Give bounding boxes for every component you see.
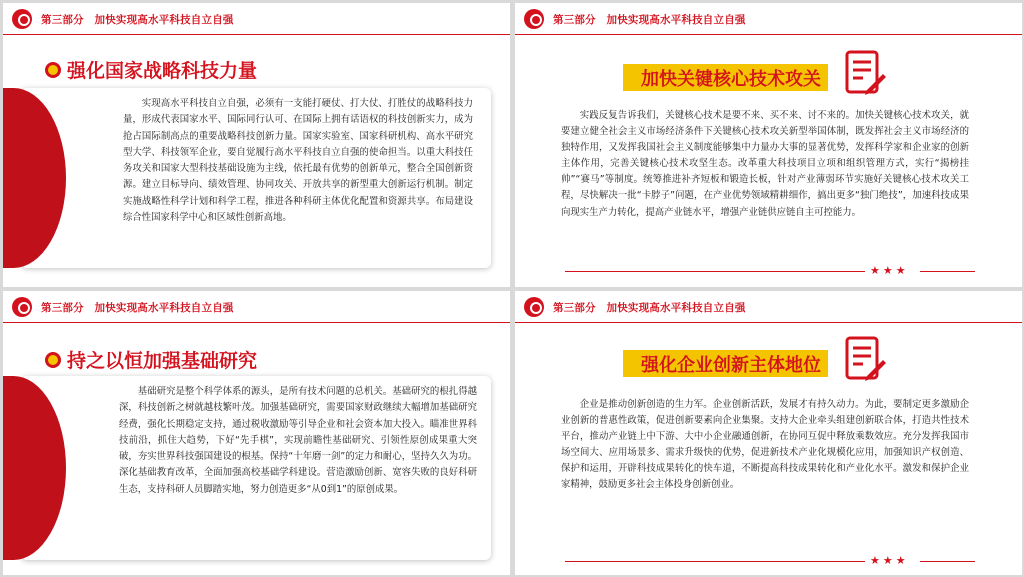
- slide-1[interactable]: [3, 3, 510, 287]
- divider-line: [565, 561, 865, 562]
- stars-divider: [565, 265, 975, 277]
- slide-3[interactable]: [3, 291, 510, 575]
- header-divider: [515, 322, 1022, 323]
- divider-line: [920, 561, 975, 562]
- slide-header: [515, 291, 1022, 323]
- header-divider: [3, 34, 510, 35]
- document-icon: [845, 336, 887, 384]
- section-label: 第三部分 加快实现高水平科技自立自强: [553, 302, 746, 314]
- slide-title: 持之以恒加强基础研究: [67, 350, 258, 372]
- content-card: [21, 376, 491, 560]
- section-label: 第三部分 加快实现高水平科技自立自强: [553, 14, 746, 26]
- section-icon: [524, 297, 544, 317]
- slide-body: 实践反复告诉我们，关键核心技术是要不来、买不来、讨不来的。加快关键核心技术攻关，就要建立健全社会主义市场经济条件下关键核心技术攻关新型举国体制，既发挥社会主义市场经济的独特作用，又发挥我国社会主义制度能够集中力量办大事的显著优势，发挥科学家和企业家的创新主体作用，完善关键核心技术攻坚生态。改革重大科技项目立项和组织管理方式，实行“揭榜挂帅”“赛马”等制度。统筹推进补齐短板和锻造长板，针对产业薄弱环节实施好关键核心技术攻关工程，尽快解决一批“卡脖子”问题，在产业优势领域精耕细作，搞出更多“独门绝技”，加速科技成果向现实生产力转化，提高产业链水平，增强产业链供应链自主可控能力。: [561, 110, 969, 218]
- slide-header: [3, 291, 510, 323]
- slide-header: [515, 3, 1022, 35]
- red-decoration: [3, 88, 66, 268]
- content-card: [21, 88, 491, 268]
- slide-body: 基础研究是整个科学体系的源头，是所有技术问题的总机关。基础研究的根扎得越深，科技创新之树就越枝繁叶茂。加强基础研究，需要国家财政继续大幅增加基础研究经费，强化长期稳定支持，通过税收激励等引导企业和社会资本加大投入。瞄准世界科技前沿，抓住大趋势，下好“先手棋”，实现前瞻性基础研究、引领性原创成果重大突破，夯实世界科技强国建设的根基。保持“十年磨一剑”的定力和耐心，坚持久久为功。深化基础教育改革，全面加强高校基础学科建设。营造激励创新、宽容失败的良好科研生态，支持科研人员脚踏实地，努力创造更多“从0到1”的原创成果。: [119, 386, 477, 495]
- section-label: 第三部分 加快实现高水平科技自立自强: [41, 302, 234, 314]
- title-bullet-icon: [45, 352, 61, 368]
- slide-header: [3, 3, 510, 35]
- stars-divider: [565, 555, 975, 567]
- title-bullet-icon: [45, 62, 61, 78]
- section-icon: [12, 9, 32, 29]
- slide-body: 企业是推动创新创造的生力军。企业创新活跃，发展才有持久动力。为此，要制定更多激励企业创新的普惠性政策，促进创新要素向企业集聚。支持大企业牵头组建创新联合体，打造共性技术平台，推动产业链上中下游、大中小企业融通创新，在协同互促中释放乘数效应。充分发挥我国市场空间大、应用场景多、需求升级快的优势，促进新技术产业化规模化应用，加强知识产权创造、保护和运用，开辟科技成果转化的快车道，不断提高科技成果转化和产业化水平。激发和保护企业家精神，鼓励更多社会主体投身创新创业。: [561, 399, 969, 491]
- slide-title: 强化国家战略科技力量: [67, 60, 258, 82]
- slide-title: 加快关键核心技术攻关: [641, 69, 821, 90]
- red-decoration: [3, 376, 66, 560]
- divider-line: [565, 271, 865, 272]
- stars-icon: ★★★: [870, 554, 909, 567]
- slide-title: 强化企业创新主体地位: [641, 355, 821, 376]
- section-label: 第三部分 加快实现高水平科技自立自强: [41, 14, 234, 26]
- header-divider: [3, 322, 510, 323]
- slide-2[interactable]: [515, 3, 1022, 287]
- slide-4[interactable]: [515, 291, 1022, 575]
- section-icon: [524, 9, 544, 29]
- section-icon: [12, 297, 32, 317]
- stars-icon: ★★★: [870, 264, 909, 277]
- document-icon: [845, 50, 887, 98]
- slide-body: 实现高水平科技自立自强，必须有一支能打硬仗、打大仗、打胜仗的战略科技力量，形成代表国家水平、国际同行认可、在国际上拥有话语权的科技创新实力，成为抢占国际制高点的重要战略科技创新力量。国家实验室、国家科研机构、高水平研究型大学、科技领军企业，要自觉履行高水平科技自立自强的使命担当。以重大科技任务攻关和国家大型科技基础设施为主线，依托最有优势的创新单元，整合全国创新资源。建立目标导向、绩效管理、协同攻关、开放共享的新型重大创新运行机制。制定实施战略性科学计划和科学工程，推进各种科研主体优化配置和资源共享。布局建设综合性国家科学中心和区域性创新高地。: [123, 98, 473, 224]
- header-divider: [515, 34, 1022, 35]
- divider-line: [920, 271, 975, 272]
